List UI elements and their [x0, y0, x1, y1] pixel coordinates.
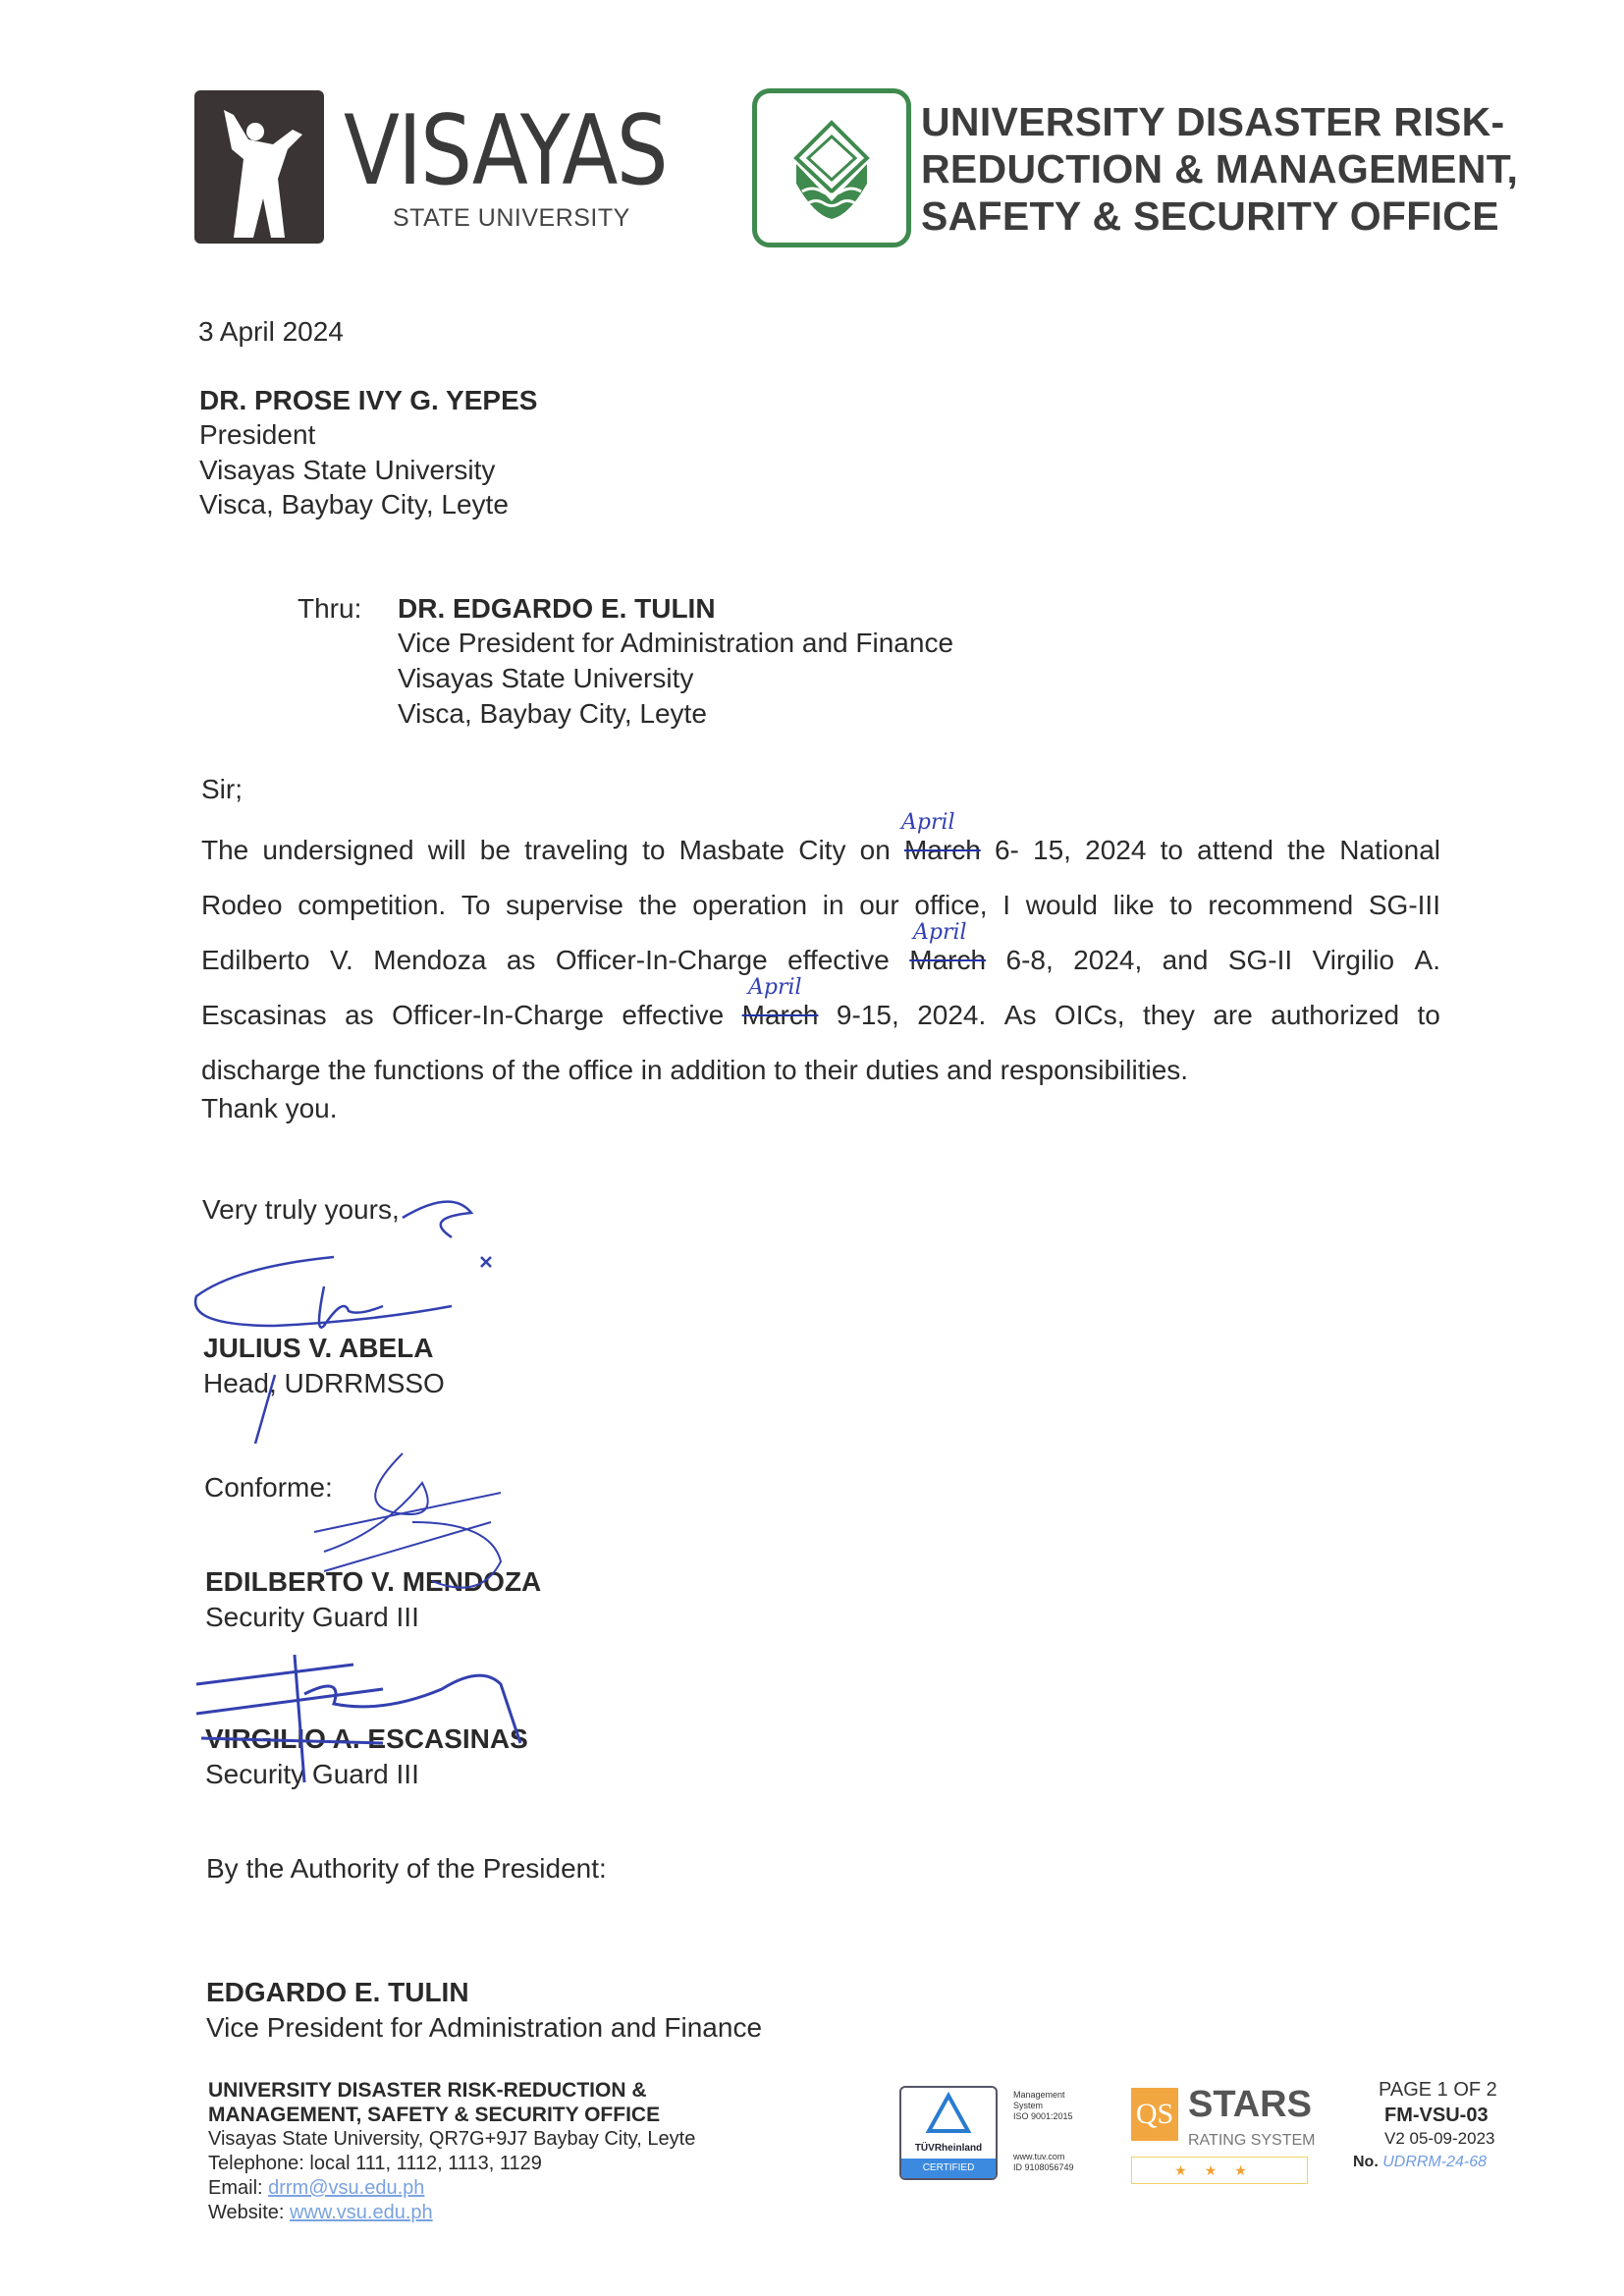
doc-number-label: No.: [1353, 2154, 1379, 2170]
body-word: undersigned: [262, 835, 414, 865]
conforme-title: Security Guard III: [205, 1759, 419, 1789]
body-word: Mendoza: [373, 945, 487, 975]
email-label: Email:: [208, 2177, 263, 2199]
qs-star-rating: ★★★: [1131, 2157, 1308, 2184]
body-word: duties: [865, 1055, 947, 1085]
body-word: Masbate: [678, 835, 785, 865]
page-number: PAGE 1 OF 2: [1379, 2079, 1497, 2101]
body-word: 2024.: [917, 1000, 987, 1030]
footer-address: Visayas State University, QR7G+9J7 Baybay City, Leyte: [208, 2128, 696, 2150]
body-word: addition: [670, 1055, 775, 1085]
body-word: competition.: [298, 890, 447, 920]
body-word: and: [1162, 945, 1209, 975]
closing: Very truly yours,: [202, 1194, 400, 1225]
form-version: V2 05-09-2023: [1384, 2129, 1495, 2148]
body-word: they: [1142, 1000, 1195, 1030]
body-word: would: [1025, 890, 1098, 920]
body-word: Officer-In-Charge: [392, 1000, 604, 1030]
body-word: as: [345, 1000, 374, 1030]
signature-mendoza: [295, 1444, 540, 1640]
body-word: office,: [914, 890, 988, 920]
body-word: the: [328, 1055, 374, 1085]
tuv-certified-badge: [899, 2086, 998, 2180]
conforme-name: EDILBERTO V. MENDOZA: [205, 1566, 542, 1597]
tuv-web: www.tuv.com: [1013, 2152, 1065, 2161]
body-word: to: [1169, 890, 1193, 920]
conforme-title: Security Guard III: [205, 1602, 419, 1632]
body-word: Officer-In-Charge: [555, 945, 768, 975]
struck-word: March: [741, 1000, 819, 1030]
tuv-triangle-icon: [901, 2088, 996, 2137]
footer-email: [208, 2176, 424, 2201]
body-line: [201, 811, 1440, 866]
body-line: [201, 1031, 1440, 1086]
tuv-line: Management: [1013, 2090, 1065, 2100]
body-word: SG-II: [1227, 945, 1293, 975]
body-word: 2024: [1085, 835, 1147, 865]
body-line: [201, 921, 1440, 976]
body-word: 6-: [994, 835, 1019, 865]
body-word: National: [1339, 835, 1440, 865]
approver-name: EDGARDO E. TULIN: [206, 1977, 469, 2007]
signature-escasinas: [187, 1635, 540, 1802]
struck-word: March: [903, 835, 981, 865]
body-word: functions: [373, 1055, 492, 1085]
body-word: the: [1287, 835, 1326, 865]
body-word: to: [642, 835, 666, 865]
handwritten-april: April: [748, 975, 802, 1000]
body-word: in: [640, 1055, 671, 1085]
body-word: To: [460, 890, 491, 920]
body-word: supervise: [506, 890, 623, 920]
body-word: the: [521, 1055, 568, 1085]
body-word: the: [638, 890, 677, 920]
thru-name: DR. EDGARDO E. TULIN: [398, 593, 716, 624]
body-word: OICs,: [1054, 1000, 1125, 1030]
recipient-name: DR. PROSE IVY G. YEPES: [199, 385, 538, 415]
body-word: Edilberto: [201, 945, 310, 975]
tuv-info: [1013, 2090, 1074, 2173]
tuv-badge-text: CERTIFIED: [901, 2159, 996, 2178]
signature-abela: [177, 1178, 550, 1453]
office-title-line: REDUCTION & MANAGEMENT,: [921, 146, 1519, 191]
vsu-logo-subtext: STATE UNIVERSITY: [393, 204, 630, 232]
authority-label: By the Authority of the President:: [206, 1853, 607, 1884]
tuv-line: ISO 9001:2015: [1013, 2111, 1073, 2121]
qs-subtitle: RATING SYSTEM: [1188, 2132, 1316, 2149]
body-word: their: [804, 1055, 866, 1085]
tuv-brand: TÜVRheinland: [914, 2143, 983, 2154]
footer-office-line: MANAGEMENT, SAFETY & SECURITY OFFICE: [208, 2104, 661, 2126]
website-label: Website:: [208, 2202, 285, 2223]
body-word: Rodeo: [201, 890, 283, 920]
body-word: to: [774, 1055, 805, 1085]
signatory-name: JULIUS V. ABELA: [203, 1333, 434, 1363]
body-word: attend: [1197, 835, 1273, 865]
signatory-title: Head, UDRRMSSO: [203, 1368, 445, 1398]
body-word: As: [1003, 1000, 1037, 1030]
qs-logo: QS: [1131, 2088, 1178, 2141]
vsu-logo-text: VISAYAS: [344, 95, 667, 207]
body-word: 2024,: [1073, 945, 1143, 975]
body-word: effective: [787, 945, 890, 975]
body-word: A.: [1414, 945, 1440, 975]
body-word: Virgilio: [1312, 945, 1395, 975]
body-word: will: [427, 835, 466, 865]
body-word: office: [568, 1055, 641, 1085]
office-title-line: SAFETY & SECURITY OFFICE: [921, 193, 1499, 239]
body-word: operation: [692, 890, 808, 920]
conforme-name: VIRGILIO A. ESCASINAS: [205, 1723, 528, 1754]
body-word: discharge: [201, 1055, 329, 1085]
thanks: Thank you.: [201, 1093, 338, 1123]
website-link[interactable]: www.vsu.edu.ph: [290, 2202, 433, 2223]
body-word: SG-III: [1368, 890, 1440, 920]
body-word: The: [201, 835, 249, 865]
body-word: I: [1002, 890, 1011, 920]
letter-date: 3 April 2024: [198, 316, 344, 347]
body-word: to: [1417, 1000, 1440, 1030]
body-word: and: [947, 1055, 1001, 1085]
body-word: recommend: [1208, 890, 1354, 920]
recipient-line: Visca, Baybay City, Leyte: [199, 489, 509, 519]
letter-body: [201, 811, 1440, 1086]
body-word: V.: [329, 945, 353, 975]
handwritten-april: April: [913, 920, 967, 945]
qs-stars-title: STARS: [1188, 2084, 1312, 2125]
tuv-line: System: [1013, 2101, 1044, 2110]
footer-telephone: Telephone: local 111, 1112, 1113, 1129: [208, 2153, 542, 2174]
thru-line: Visca, Baybay City, Leyte: [398, 698, 707, 729]
body-word: City: [798, 835, 846, 865]
salutation: Sir;: [201, 774, 243, 804]
body-word: traveling: [524, 835, 628, 865]
body-line: [201, 866, 1440, 921]
body-word: 6-8,: [1005, 945, 1054, 975]
body-word: our: [859, 890, 899, 920]
body-word: authorized: [1271, 1000, 1400, 1030]
struck-word: March: [909, 945, 987, 975]
body-word: are: [1213, 1000, 1253, 1030]
handwritten-april: April: [901, 810, 955, 835]
body-word: like: [1112, 890, 1155, 920]
thru-label: Thru:: [298, 593, 362, 624]
body-word: 15,: [1033, 835, 1071, 865]
udrrmsso-logo: [752, 88, 911, 247]
form-code: FM-VSU-03: [1384, 2105, 1489, 2126]
email-link[interactable]: drrm@vsu.edu.ph: [268, 2177, 425, 2199]
body-line: [201, 976, 1440, 1031]
vsu-logo-mark: [194, 90, 324, 244]
approver-title: Vice President for Administration and Finance: [206, 2012, 763, 2043]
body-word: effective: [622, 1000, 725, 1030]
body-word: responsibilities.: [1000, 1055, 1189, 1085]
recipient-line: Visayas State University: [199, 455, 496, 485]
thru-line: Visayas State University: [398, 663, 694, 693]
body-word: as: [506, 945, 536, 975]
recipient-line: President: [199, 419, 316, 450]
office-title-line: UNIVERSITY DISASTER RISK-: [921, 99, 1505, 144]
body-word: Escasinas: [201, 1000, 327, 1030]
doc-number: [1353, 2153, 1487, 2172]
body-word: 9-15,: [836, 1000, 899, 1030]
footer-office-line: UNIVERSITY DISASTER RISK-REDUCTION &: [208, 2079, 647, 2102]
office-title: [921, 98, 1518, 240]
tuv-id: ID 9108056749: [1013, 2162, 1074, 2172]
footer-website: [208, 2201, 433, 2225]
doc-number-value: UDRRM-24-68: [1382, 2154, 1488, 2170]
body-word: on: [859, 835, 891, 865]
body-word: in: [822, 890, 844, 920]
conforme-label: Conforme:: [204, 1472, 333, 1503]
thru-line: Vice President for Administration and Finance: [398, 628, 954, 658]
body-word: of: [491, 1055, 522, 1085]
body-word: be: [479, 835, 511, 865]
body-word: to: [1160, 835, 1183, 865]
